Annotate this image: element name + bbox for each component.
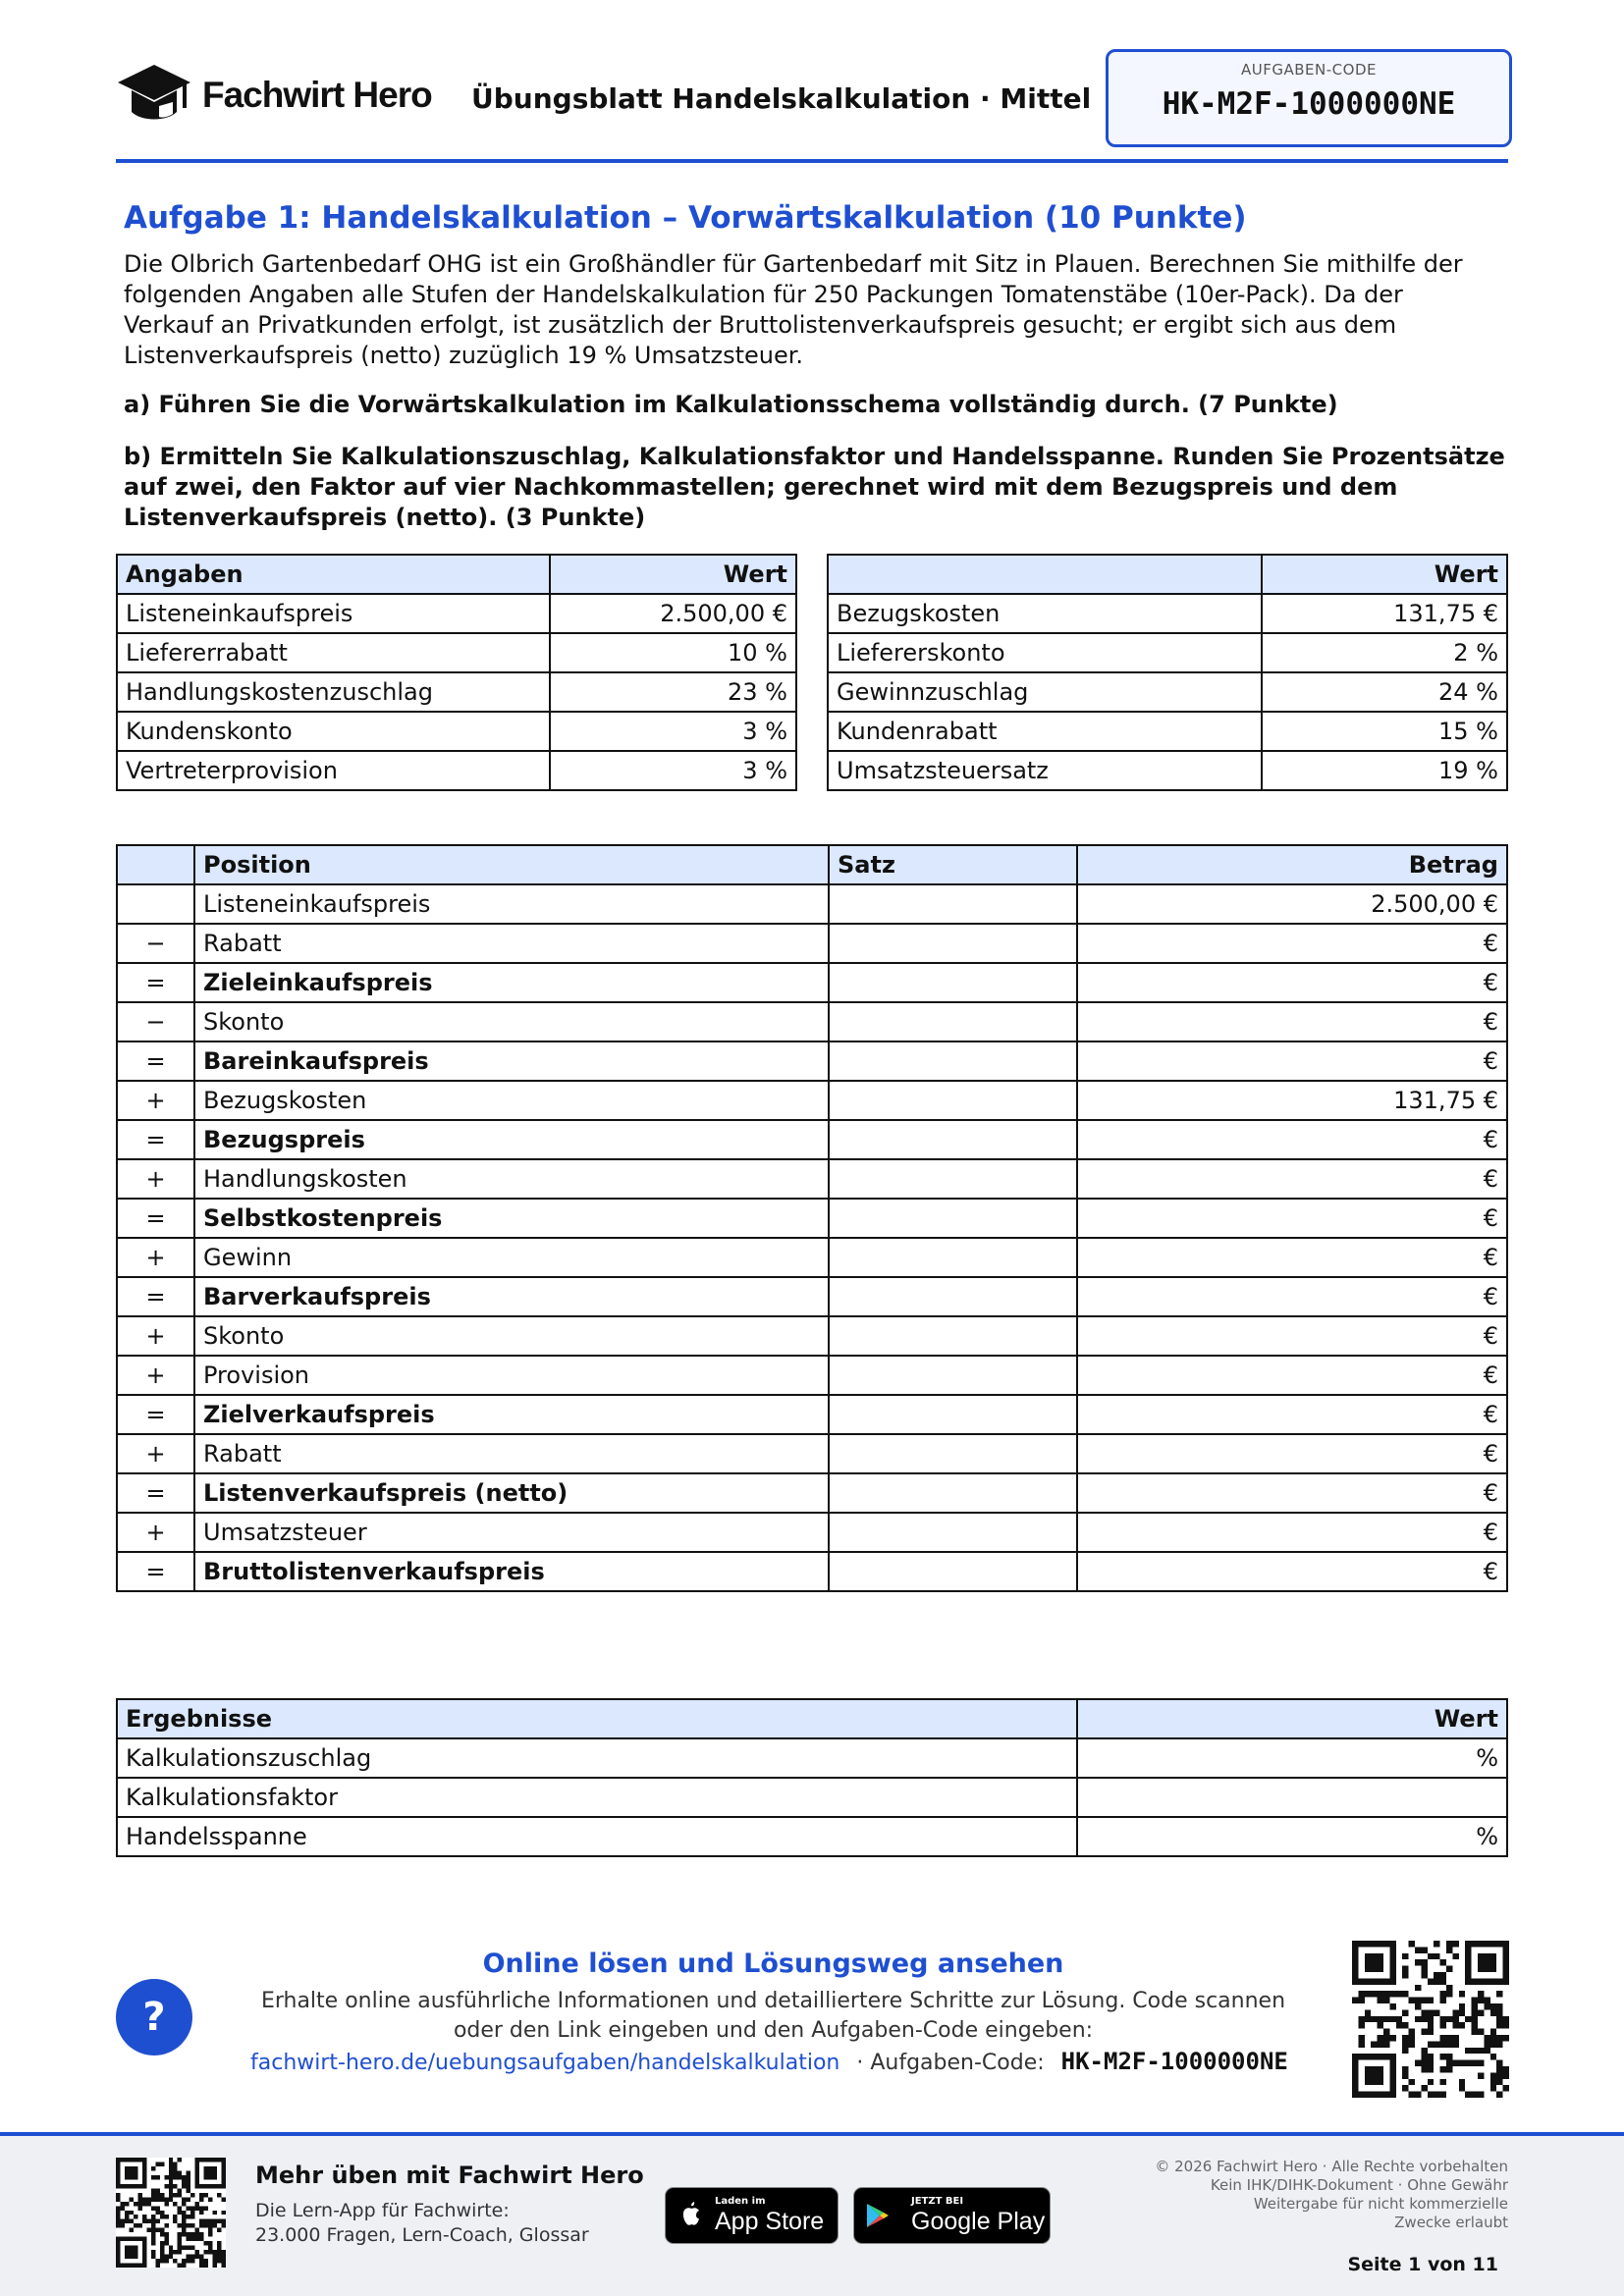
schema-rate-input[interactable] bbox=[829, 1356, 1077, 1395]
copyright-line: Zwecke erlaubt bbox=[1394, 2214, 1508, 2231]
given-value: 131,75 € bbox=[1262, 594, 1507, 633]
schema-amount-input[interactable]: € bbox=[1077, 924, 1507, 963]
schema-position: Umsatzsteuer bbox=[194, 1513, 829, 1552]
table-row bbox=[117, 1434, 1507, 1473]
given-data-table-left bbox=[116, 554, 797, 791]
given-label: Kundenskonto bbox=[117, 712, 550, 751]
given-value: 3 % bbox=[550, 751, 796, 790]
footer-subtitle-line: Die Lern-App für Fachwirte: bbox=[255, 2200, 510, 2221]
sheet-title: Übungsblatt Handelskalkulation · Mittel bbox=[471, 82, 1092, 115]
schema-position: Listeneinkaufspreis bbox=[194, 884, 829, 924]
given-label: Listeneinkaufspreis bbox=[117, 594, 550, 633]
copyright-notice bbox=[1096, 2158, 1508, 2232]
schema-position: Rabatt bbox=[194, 1434, 829, 1473]
table-row bbox=[117, 884, 1507, 924]
schema-operator: − bbox=[117, 1002, 194, 1041]
table-row bbox=[117, 924, 1507, 963]
schema-amount-input[interactable]: 2.500,00 € bbox=[1077, 884, 1507, 924]
result-input[interactable]: % bbox=[1077, 1738, 1507, 1778]
schema-operator: = bbox=[117, 1552, 194, 1591]
header-divider bbox=[116, 159, 1508, 163]
schema-rate-input[interactable] bbox=[829, 1473, 1077, 1513]
schema-position: Handlungskosten bbox=[194, 1159, 829, 1199]
table-row bbox=[117, 594, 796, 633]
footer-title: Mehr üben mit Fachwirt Hero bbox=[255, 2162, 644, 2189]
schema-amount-input[interactable]: € bbox=[1077, 1473, 1507, 1513]
given-right-header-label bbox=[828, 555, 1262, 594]
schema-amount-input[interactable]: € bbox=[1077, 1120, 1507, 1159]
schema-operator: = bbox=[117, 963, 194, 1002]
schema-amount-input[interactable]: 131,75 € bbox=[1077, 1081, 1507, 1120]
online-link-row bbox=[250, 2048, 1288, 2075]
schema-amount-input[interactable]: € bbox=[1077, 1159, 1507, 1199]
copyright-line: Kein IHK/DIHK-Dokument · Ohne Gewähr bbox=[1210, 2176, 1508, 2194]
schema-amount-input[interactable]: € bbox=[1077, 1552, 1507, 1591]
schema-operator: + bbox=[117, 1434, 194, 1473]
page-number: Seite 1 von 11 bbox=[1347, 2254, 1498, 2275]
given-value: 19 % bbox=[1262, 751, 1507, 790]
table-row bbox=[117, 1277, 1507, 1316]
table-row bbox=[117, 1513, 1507, 1552]
logo-text: Fachwirt Hero bbox=[202, 75, 432, 115]
task-part-b: b) Ermitteln Sie Kalkulationszuschlag, Kalkulationsfaktor und Handelsspanne. Runden Sie Prozentsätze auf zwei, den Faktor auf vier Nachkommastellen; gerechnet wird mit dem Bezugspreis und dem Listenverkaufspreis (netto). (3 Punkte) bbox=[124, 443, 1505, 531]
online-title: Online lösen und Lösungsweg ansehen bbox=[482, 1949, 1064, 1979]
table-row bbox=[117, 712, 796, 751]
google-play-icon bbox=[866, 2203, 890, 2228]
schema-amount-input[interactable]: € bbox=[1077, 1395, 1507, 1434]
table-row bbox=[828, 712, 1507, 751]
task-part-a: a) Führen Sie die Vorwärtskalkulation im Kalkulationsschema vollständig durch. (7 Punkte) bbox=[124, 391, 1338, 418]
table-row bbox=[117, 1356, 1507, 1395]
schema-amount-input[interactable]: € bbox=[1077, 1277, 1507, 1316]
table-row bbox=[117, 1159, 1507, 1199]
schema-operator bbox=[117, 884, 194, 924]
schema-rate-input[interactable] bbox=[829, 1513, 1077, 1552]
schema-operator: = bbox=[117, 1041, 194, 1081]
table-row bbox=[117, 1778, 1507, 1817]
online-code-value: HK-M2F-1000000NE bbox=[1060, 2048, 1288, 2075]
schema-rate-input[interactable] bbox=[829, 1120, 1077, 1159]
result-label: Handelsspanne bbox=[117, 1817, 1077, 1856]
schema-position: Zielverkaufspreis bbox=[194, 1395, 829, 1434]
table-row bbox=[828, 751, 1507, 790]
given-value: 10 % bbox=[550, 633, 796, 672]
table-row bbox=[117, 963, 1507, 1002]
given-label: Bezugskosten bbox=[828, 594, 1262, 633]
app-store-big-text: App Store bbox=[715, 2208, 825, 2235]
schema-header-rate: Satz bbox=[829, 845, 1077, 884]
google-play-small-text: JETZT BEI bbox=[911, 2196, 964, 2207]
schema-rate-input[interactable] bbox=[829, 1002, 1077, 1041]
schema-position: Bareinkaufspreis bbox=[194, 1041, 829, 1081]
schema-amount-input[interactable]: € bbox=[1077, 1513, 1507, 1552]
qr-code-icon[interactable] bbox=[1352, 1941, 1509, 2098]
schema-position: Zieleinkaufspreis bbox=[194, 963, 829, 1002]
results-header-label: Ergebnisse bbox=[117, 1699, 1077, 1738]
schema-rate-input[interactable] bbox=[829, 963, 1077, 1002]
given-value: 3 % bbox=[550, 712, 796, 751]
results-table bbox=[116, 1698, 1508, 1857]
schema-operator: = bbox=[117, 1120, 194, 1159]
app-store-button[interactable] bbox=[665, 2187, 839, 2244]
schema-position: Bezugspreis bbox=[194, 1120, 829, 1159]
online-link[interactable]: fachwirt-hero.de/uebungsaufgaben/handelskalkulation bbox=[250, 2051, 840, 2075]
given-left-header-value: Wert bbox=[550, 555, 796, 594]
footer-subtitle bbox=[255, 2199, 589, 2248]
schema-amount-input[interactable]: € bbox=[1077, 1316, 1507, 1356]
table-row bbox=[117, 1395, 1507, 1434]
table-row bbox=[828, 633, 1507, 672]
schema-header-position: Position bbox=[194, 845, 829, 884]
given-label: Liefererskonto bbox=[828, 633, 1262, 672]
table-row bbox=[117, 751, 796, 790]
schema-header-op bbox=[117, 845, 194, 884]
given-label: Liefererrabatt bbox=[117, 633, 550, 672]
schema-operator: + bbox=[117, 1238, 194, 1277]
schema-position: Selbstkostenpreis bbox=[194, 1199, 829, 1238]
app-store-small-text: Laden im bbox=[715, 2196, 766, 2207]
given-value: 23 % bbox=[550, 672, 796, 712]
task-intro: Die Olbrich Gartenbedarf OHG ist ein Großhändler für Gartenbedarf mit Sitz in Plauen. Berechnen Sie mithilfe der folgenden Angaben alle Stufen der Handelskalkulation für 250 Packungen Tomatenstäbe (10er-Pack). Da der Verkauf an Privatkunden erfolgt, ist zusätzlich der Bruttolistenverkaufspreis gesucht; er ergibt sich aus dem Listenverkaufspreis (netto) zuzüglich 19 % Umsatzsteuer. bbox=[124, 250, 1463, 369]
schema-position: Provision bbox=[194, 1356, 829, 1395]
schema-operator: = bbox=[117, 1277, 194, 1316]
graduation-cap-icon bbox=[116, 63, 192, 128]
app-qr-code-icon[interactable] bbox=[116, 2158, 226, 2268]
table-row bbox=[828, 672, 1507, 712]
schema-amount-input[interactable]: € bbox=[1077, 1041, 1507, 1081]
table-row bbox=[117, 1081, 1507, 1120]
table-row bbox=[117, 1041, 1507, 1081]
google-play-button[interactable] bbox=[853, 2187, 1051, 2244]
given-value: 2 % bbox=[1262, 633, 1507, 672]
schema-amount-input[interactable]: € bbox=[1077, 1434, 1507, 1473]
page-header bbox=[116, 49, 1508, 163]
apple-icon bbox=[679, 2201, 703, 2228]
schema-amount-input[interactable]: € bbox=[1077, 1356, 1507, 1395]
schema-rate-input[interactable] bbox=[829, 1041, 1077, 1081]
footer-subtitle-line: 23.000 Fragen, Lern-Coach, Glossar bbox=[255, 2224, 589, 2246]
given-right-header-value: Wert bbox=[1262, 555, 1507, 594]
calculation-schema-table bbox=[116, 844, 1508, 1592]
schema-position: Bruttolistenverkaufspreis bbox=[194, 1552, 829, 1591]
schema-rate-input[interactable] bbox=[829, 1434, 1077, 1473]
schema-operator: = bbox=[117, 1199, 194, 1238]
given-label: Umsatzsteuersatz bbox=[828, 751, 1262, 790]
schema-operator: + bbox=[117, 1316, 194, 1356]
table-row bbox=[117, 1199, 1507, 1238]
schema-operator: = bbox=[117, 1395, 194, 1434]
schema-rate-input[interactable] bbox=[829, 1159, 1077, 1199]
schema-amount-input[interactable]: € bbox=[1077, 1002, 1507, 1041]
given-label: Vertreterprovision bbox=[117, 751, 550, 790]
table-row bbox=[117, 1238, 1507, 1277]
task-code-box bbox=[1106, 49, 1512, 147]
given-value: 15 % bbox=[1262, 712, 1507, 751]
result-label: Kalkulationsfaktor bbox=[117, 1778, 1077, 1817]
schema-operator: + bbox=[117, 1159, 194, 1199]
schema-amount-input[interactable]: € bbox=[1077, 1238, 1507, 1277]
schema-operator: + bbox=[117, 1356, 194, 1395]
schema-operator: − bbox=[117, 924, 194, 963]
google-play-big-text: Google Play bbox=[911, 2208, 1046, 2235]
task-title: Aufgabe 1: Handelskalkulation – Vorwärtskalkulation (10 Punkte) bbox=[124, 200, 1247, 236]
table-row bbox=[117, 1738, 1507, 1778]
schema-rate-input[interactable] bbox=[829, 924, 1077, 963]
given-left-header-label: Angaben bbox=[117, 555, 550, 594]
online-text: Erhalte online ausführliche Informationen und detailliertere Schritte zur Lösung. Code scannen oder den Link eingeben und den Aufgaben-Code eingeben: bbox=[260, 1989, 1286, 2043]
given-label: Kundenrabatt bbox=[828, 712, 1262, 751]
schema-rate-input[interactable] bbox=[829, 1316, 1077, 1356]
schema-position: Gewinn bbox=[194, 1238, 829, 1277]
result-input[interactable]: % bbox=[1077, 1817, 1507, 1856]
schema-operator: + bbox=[117, 1513, 194, 1552]
logo bbox=[116, 63, 432, 128]
table-row bbox=[117, 672, 796, 712]
schema-operator: = bbox=[117, 1473, 194, 1513]
schema-position: Bezugskosten bbox=[194, 1081, 829, 1120]
given-data-table-right bbox=[827, 554, 1508, 791]
schema-amount-input[interactable]: € bbox=[1077, 1199, 1507, 1238]
schema-rate-input[interactable] bbox=[829, 1238, 1077, 1277]
result-label: Kalkulationszuschlag bbox=[117, 1738, 1077, 1778]
result-input[interactable] bbox=[1077, 1778, 1507, 1817]
schema-position: Skonto bbox=[194, 1002, 829, 1041]
table-row bbox=[117, 1120, 1507, 1159]
table-row bbox=[117, 1316, 1507, 1356]
online-code-label: · Aufgaben-Code: bbox=[856, 2051, 1045, 2075]
copyright-line: © 2026 Fachwirt Hero · Alle Rechte vorbehalten bbox=[1155, 2158, 1508, 2175]
table-row bbox=[117, 1473, 1507, 1513]
schema-position: Barverkaufspreis bbox=[194, 1277, 829, 1316]
schema-header-amount: Betrag bbox=[1077, 845, 1507, 884]
schema-operator: + bbox=[117, 1081, 194, 1120]
task-code-value: HK-M2F-1000000NE bbox=[1162, 86, 1456, 122]
schema-position: Skonto bbox=[194, 1316, 829, 1356]
schema-rate-input[interactable] bbox=[829, 1199, 1077, 1238]
given-label: Gewinnzuschlag bbox=[828, 672, 1262, 712]
schema-rate-input[interactable] bbox=[829, 1081, 1077, 1120]
table-row bbox=[117, 1817, 1507, 1856]
schema-rate-input[interactable] bbox=[829, 1277, 1077, 1316]
given-value: 24 % bbox=[1262, 672, 1507, 712]
given-value: 2.500,00 € bbox=[550, 594, 796, 633]
table-row bbox=[117, 633, 796, 672]
copyright-line: Weitergabe für nicht kommerzielle bbox=[1253, 2195, 1508, 2213]
results-header-value: Wert bbox=[1077, 1699, 1507, 1738]
task-code-label: AUFGABEN-CODE bbox=[1241, 61, 1377, 79]
schema-rate-input[interactable] bbox=[829, 1552, 1077, 1591]
schema-position: Listenverkaufspreis (netto) bbox=[194, 1473, 829, 1513]
schema-position: Rabatt bbox=[194, 924, 829, 963]
table-row bbox=[117, 1552, 1507, 1591]
schema-rate-input[interactable] bbox=[829, 1395, 1077, 1434]
given-label: Handlungskostenzuschlag bbox=[117, 672, 550, 712]
table-row bbox=[828, 594, 1507, 633]
question-icon: ? bbox=[116, 1979, 192, 2056]
table-row bbox=[117, 1002, 1507, 1041]
schema-amount-input[interactable]: € bbox=[1077, 963, 1507, 1002]
schema-rate-input[interactable] bbox=[829, 884, 1077, 924]
